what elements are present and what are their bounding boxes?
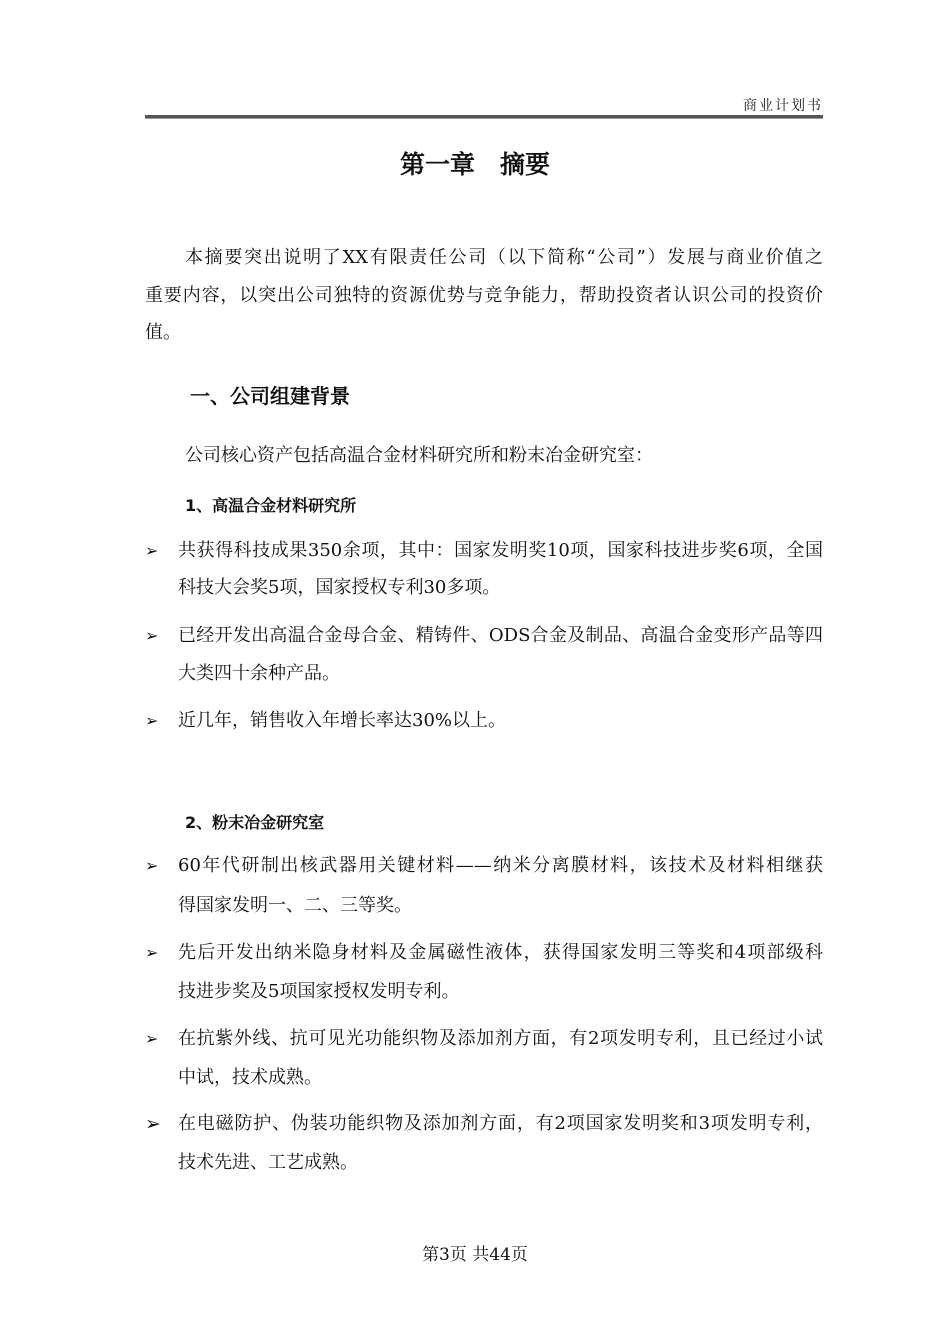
section-intro: 公司核心资产包括高温合金材料研究所和粉末冶金研究室： — [185, 445, 653, 466]
bullet-line: 技进步奖及5项国家授权发明专利。 — [178, 981, 460, 1002]
bullet-line: 共获得科技成果350余项，其中：国家发明奖10项，国家科技进步奖6项，全国 — [178, 540, 823, 561]
intro-line: 值。 — [145, 322, 181, 343]
bullet-line: 技术先进、工艺成熟。 — [178, 1152, 358, 1173]
bullet-line: 科技大会奖5项，国家授权专利30多项。 — [178, 577, 501, 598]
arrow-bullet-icon: ➢ — [145, 943, 159, 962]
bullet-line: 先后开发出纳米隐身材料及金属磁性液体，获得国家发明三等奖和4项部级科 — [178, 942, 823, 963]
running-header: 商业计划书 — [743, 98, 823, 114]
arrow-bullet-icon: ➢ — [145, 1113, 161, 1135]
intro-line: 本摘要突出说明了XX有限责任公司（以下简称“公司”）发展与商业价值之 — [185, 247, 823, 268]
section-heading: 一、公司组建背景 — [190, 384, 350, 408]
page-number: 第3页 共44页 — [422, 1245, 528, 1265]
bullet-line: 近几年，销售收入年增长率达30%以上。 — [178, 710, 507, 731]
arrow-bullet-icon: ➢ — [145, 626, 159, 645]
subsection-heading: 1、高温合金材料研究所 — [185, 496, 357, 515]
bullet-line: 在电磁防护、伪装功能织物及添加剂方面，有2项国家发明奖和3项发明专利， — [178, 1113, 823, 1134]
bullet-line: 60年代研制出核武器用关键材料——纳米分离膜材料，该技术及材料相继获 — [178, 855, 823, 876]
arrow-bullet-icon: ➢ — [145, 711, 159, 730]
arrow-bullet-icon: ➢ — [145, 856, 159, 875]
bullet-line: 中试，技术成熟。 — [178, 1067, 322, 1088]
bullet-line: 得国家发明一、二、三等奖。 — [178, 895, 412, 916]
bullet-line: 大类四十余种产品。 — [178, 663, 340, 684]
intro-line: 重要内容，以突出公司独特的资源优势与竞争能力，帮助投资者认识公司的投资价 — [145, 285, 823, 306]
arrow-bullet-icon: ➢ — [145, 541, 159, 560]
arrow-bullet-icon: ➢ — [145, 1029, 159, 1048]
bullet-line: 已经开发出高温合金母合金、精铸件、ODS合金及制品、高温合金变形产品等四 — [178, 625, 823, 646]
bullet-line: 在抗紫外线、抗可见光功能织物及添加剂方面，有2项发明专利，且已经过小试 — [178, 1028, 823, 1049]
subsection-heading: 2、粉末冶金研究室 — [185, 813, 325, 832]
chapter-title: 第一章 摘要 — [399, 150, 550, 179]
header-rule — [145, 115, 823, 119]
